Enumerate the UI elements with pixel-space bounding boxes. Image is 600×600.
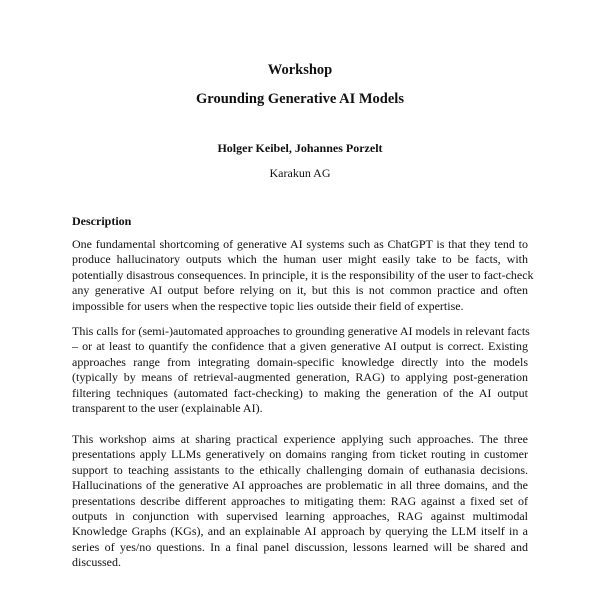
text-line: – or at least to quantify the confidence that a given generative AI output is correct. Existing	[72, 339, 528, 354]
text-line: outputs in conjunction with supervised learning approaches, RAG against multimodal	[72, 508, 528, 523]
text-line: any generative AI output before relying on it, but this is not common practice and often	[72, 283, 528, 298]
text-line: (typically by means of retrieval-augmented generation, RAG) to applying post-generation	[72, 370, 528, 385]
text-line: impossible for users when the respective topic lies outside their field of expertise.	[72, 298, 464, 313]
text-line: discussed.	[72, 555, 121, 570]
paragraph-3	[72, 432, 528, 571]
section-heading: Description	[72, 214, 132, 228]
workshop-label: Workshop	[267, 62, 333, 78]
text-line: One fundamental shortcoming of generative AI systems such as ChatGPT is that they tend to	[72, 237, 528, 251]
text-line: transparent to the user (explainable AI).	[72, 400, 263, 415]
text-line: Hallucinations of the generative AI approaches are problematic in all three domains, and the	[72, 478, 528, 493]
page-title: Grounding Generative AI Models	[196, 91, 404, 107]
text-line: presentations apply LLMs generatively on domains ranging from ticket routing in customer	[72, 447, 528, 462]
text-line: produce hallucinatory outputs which the human user might easily take to be facts, with	[72, 252, 528, 267]
text-line: support to teaching assistants to the ethically challenging domain of euthanasia decisions.	[72, 462, 528, 477]
text-line: filtering techniques (automated fact-checking) to making the generation of the AI output	[72, 385, 528, 400]
affiliation: Karakun AG	[269, 166, 331, 180]
text-line: This calls for (semi-)automated approaches to grounding generative AI models in relevant facts	[72, 324, 530, 338]
authors: Holger Keibel, Johannes Porzelt	[217, 141, 383, 155]
text-line: series of yes/no questions. In a final panel discussion, lessons learned will be shared and	[72, 539, 528, 554]
paragraph-2	[72, 324, 528, 416]
text-line: potentially disastrous consequences. In principle, it is the responsibility of the user to fact-check	[72, 267, 534, 282]
text-line: presentations describe different approaches to mitigating them: RAG against a fixed set of	[72, 493, 528, 508]
text-line: This workshop aims at sharing practical experience applying such approaches. The three	[72, 432, 528, 446]
text-line: Knowledge Graphs (KGs), and an explainable AI approach by querying the LLM itself in a	[72, 524, 528, 539]
paragraph-1	[72, 237, 534, 314]
text-line: approaches range from integrating domain-specific knowledge directly into the models	[72, 354, 528, 369]
